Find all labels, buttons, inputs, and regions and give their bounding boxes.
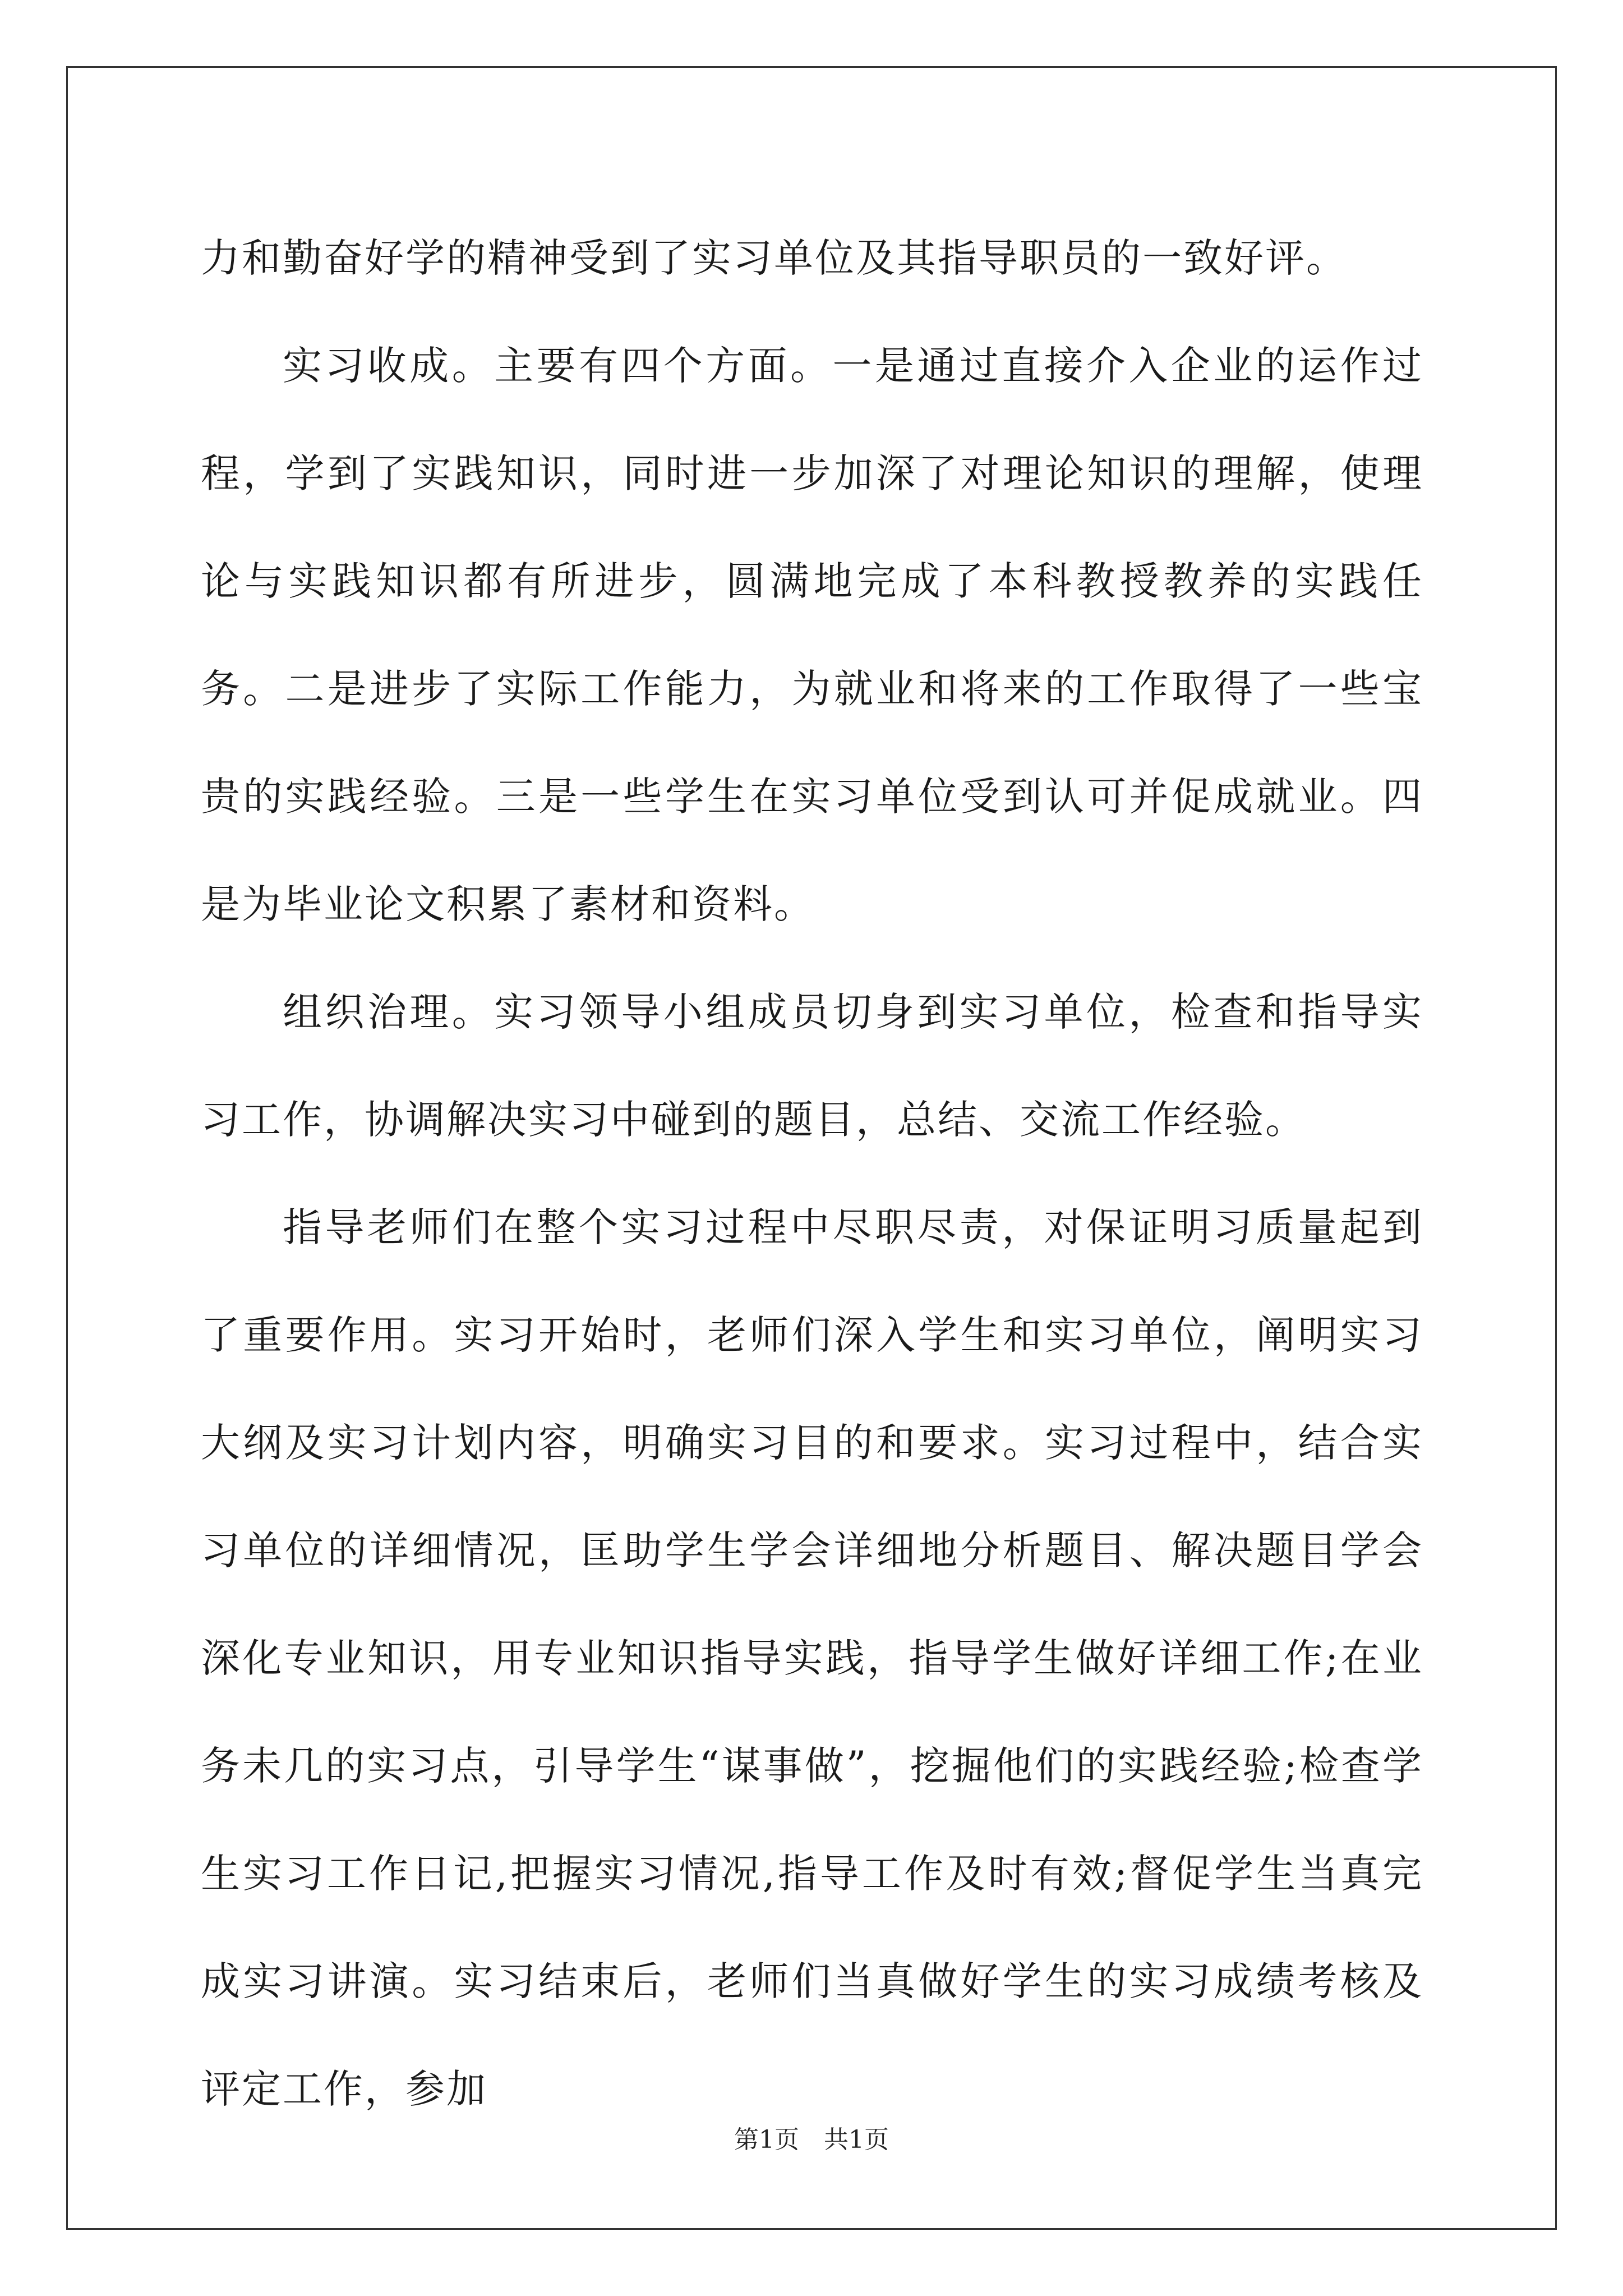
body-text xyxy=(201,204,1423,2143)
paragraph-3: 组织治理。实习领导小组成员切身到实习单位，检查和指导实习工作，协调解决实习中碰到的题目，总结、交流工作经验。 xyxy=(201,989,1423,1143)
paragraph-4: 指导老师们在整个实习过程中尽职尽责，对保证明习质量起到了重要作用。实习开始时，老师们深入学生和实习单位，阐明实习大纲及实习计划内容，明确实习目的和要求。实习过程中，结合实习单位的详细情况，匡助学生学会详细地分析题目、解决题目学会深化专业知识，用专业知识指导实践，指导学生做好详细工作;在业务未几的实习点，引导学生“谋事做”，挖掘他们的实践经验;检查学生实习工作日记,把握实习情况,指导工作及时有效;督促学生当真完成实习讲演。实习结束后，老师们当真做好学生的实习成绩考核及评定工作，参加 xyxy=(201,1204,1423,2112)
page-number-footer: 第1页 共1页 xyxy=(734,2125,889,2154)
paragraph-1: 力和勤奋好学的精神受到了实习单位及其指导职员的一致好评。 xyxy=(201,235,1347,281)
paragraph-2: 实习收成。主要有四个方面。一是通过直接介入企业的运作过程，学到了实践知识，同时进一步加深了对理论知识的理解，使理论与实践知识都有所进步，圆满地完成了本科教授教养的实践任务。二是进步了实际工作能力，为就业和将来的工作取得了一些宝贵的实践经验。三是一些学生在实习单位受到认可并促成就业。四是为毕业论文积累了素材和资料。 xyxy=(201,343,1423,927)
